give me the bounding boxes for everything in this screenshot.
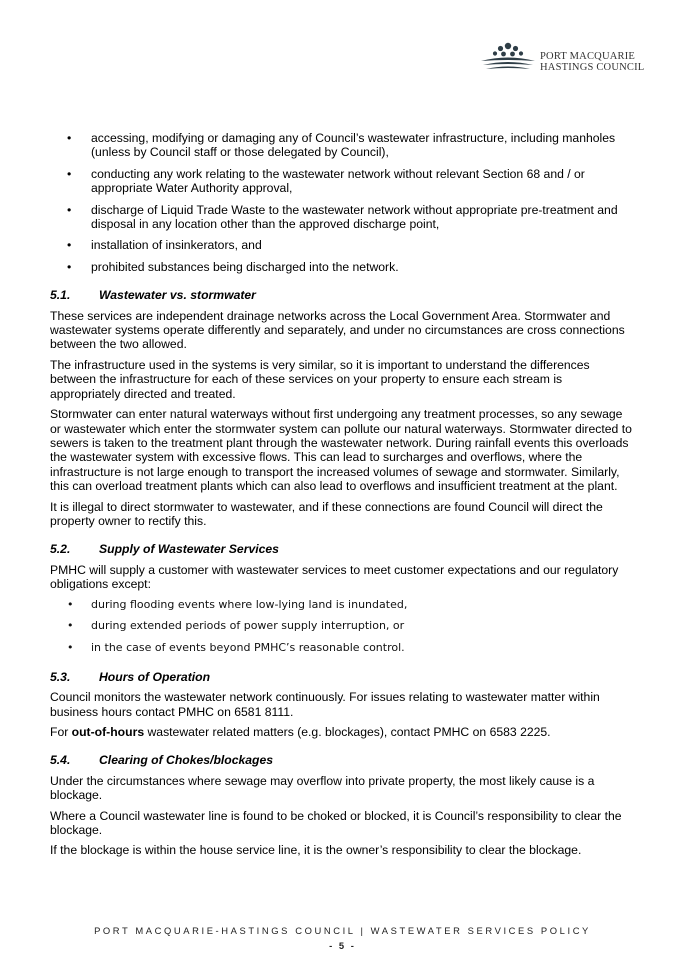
list-item: • accessing, modifying or damaging any of Council’s wastewater infrastructure, including manholes (unless by Council staff or those delegated by Council),: [50, 131, 635, 160]
page-footer: PORT MACQUARIE-HASTINGS COUNCIL | WASTEWATER SERVICES POLICY: [94, 925, 591, 936]
section-title: Supply of Wastewater Services: [99, 542, 279, 557]
section-number: 5.3.: [50, 669, 71, 684]
list-item: • prohibited substances being discharged into the network.: [50, 260, 635, 274]
paragraph: [50, 725, 635, 739]
list-item: • during flooding events where low-lying land is inundated,: [50, 598, 635, 612]
paragraph: Council monitors the wastewater network continuously. For issues relating to wastewater matter within business hours contact PMHC on 6581 8111.: [50, 690, 600, 719]
council-logo: [478, 40, 648, 80]
list-item: • during extended periods of power supply interruption, or: [50, 619, 635, 633]
section-title: Wastewater vs. stormwater: [99, 288, 256, 303]
section-heading-5-1: [50, 288, 635, 302]
list-item: • conducting any work relating to the wastewater network without relevant Section 68 and / or appropriate Water Authority approval,: [50, 167, 635, 196]
logo-line-2: HASTINGS COUNCIL: [540, 62, 645, 73]
bold-text: out-of-hours: [71, 725, 145, 739]
list-item: • in the case of events beyond PMHC’s reasonable control.: [50, 641, 635, 655]
paragraph: PMHC will supply a customer with wastewater services to meet customer expectations and our regulatory obligations except:: [50, 562, 619, 592]
paragraph: If the blockage is within the house service line, it is the owner’s responsibility to clear the blockage.: [50, 843, 582, 858]
section-heading-5-2: [50, 542, 635, 556]
text-run: wastewater related matters (e.g. blockages), contact PMHC on 6583 2225.: [144, 725, 551, 739]
section-title: Hours of Operation: [99, 669, 211, 684]
section-heading-5-4: [50, 753, 635, 767]
council-logo-icon: [478, 40, 538, 76]
document-body: [50, 131, 635, 864]
section-title: Clearing of Chokes/blockages: [99, 753, 274, 768]
logo-text: [540, 51, 644, 73]
text-run: For: [50, 725, 72, 739]
section-number: 5.1.: [50, 288, 71, 303]
restrictions-list: [50, 131, 635, 274]
paragraph: Where a Council wastewater line is found to be choked or blocked, it is Council’s responsibility to clear the blockage.: [50, 808, 622, 838]
list-item: • discharge of Liquid Trade Waste to the wastewater network without appropriate pre-treatment and disposal in any location other than the approved discharge point,: [50, 203, 635, 232]
paragraph: The infrastructure used in the systems is very similar, so it is important to understand the differences between the infrastructure for each of these services on your property to ensure each stream is appropriately directed and treated.: [50, 357, 590, 401]
page-number: - 5 -: [329, 940, 356, 951]
section-heading-5-3: [50, 670, 635, 684]
paragraph: Under the circumstances where sewage may overflow into private property, the most likely cause is a blockage.: [50, 773, 595, 803]
paragraph: It is illegal to direct stormwater to wastewater, and if these connections are found Council will direct the property owner to rectify this.: [50, 499, 603, 528]
paragraph: These services are independent drainage networks across the Local Government Area. Stormwater and wastewater systems operate differently and separately, and under no circumstances are cross connections between the two allowed.: [50, 308, 625, 352]
logo-line-1: PORT MACQUARIE: [540, 51, 636, 62]
exceptions-list: [50, 598, 635, 656]
section-number: 5.4.: [50, 753, 71, 768]
paragraph: Stormwater can enter natural waterways without first undergoing any treatment processes, so any sewage or wastewater which enter the stormwater system can pollute our natural waterways. Stormwater directed to sewers is taken to the treatment plant through the wastewater network. During rainfall events this overloads the wastewater system with excessive flows. This can lead to surcharges and overflows, where the infrastructure is not large enough to transport the increased volumes of sewage and stormwater. Similarly, this can overload treatment plants which can also lead to overflows and insufficient treatment at the plant.: [50, 407, 632, 494]
section-number: 5.2.: [50, 542, 71, 557]
list-item: • installation of insinkerators, and: [50, 238, 635, 252]
